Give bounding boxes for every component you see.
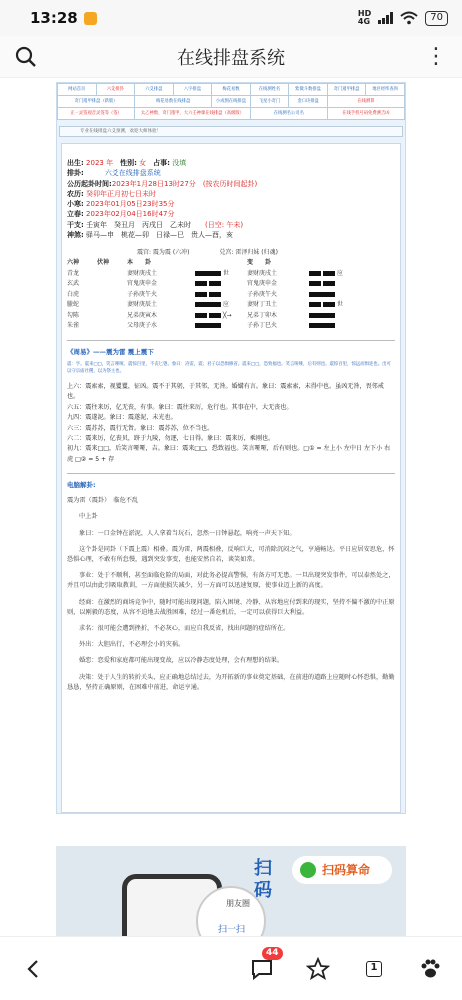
yang-line-icon <box>309 323 335 328</box>
hexagram-header: 六神 伏神 本 卦 变 卦 <box>67 259 272 267</box>
analysis-paragraph: 决策：处于人生的转折关头，应正确地总结过去，为开拓新的事业奠定基础，在前进的道路上应随时心怀恐惧，勤勤恳恳，坚持正确原则，在困难中前进，命运亨通。 <box>67 673 395 691</box>
app-notification-icon <box>84 12 97 25</box>
yao-line: 九四：震遂泥。象曰：震遂泥，未光也。 <box>67 414 177 422</box>
signal-icon <box>378 12 393 24</box>
yao-line: 初九：震来□□，后笑言哑哑，吉。象曰：震来□□，恐致福也。笑言哑哑，后有则也。□① = 左上小 左中日 左下小 右虎 □② = 5 + 存 <box>67 445 391 463</box>
comments-button[interactable] <box>248 948 279 983</box>
analysis-paragraph: 事业：处于不顺利，甚至面临危险的局面，对此务必提高警惕，有备方可无患。一旦出现突发事件，可以泰然处之，并且可以由此引吸取教训，一方面使损失减少，另一方面可以迅速复原，使事业迈上新的高度。 <box>67 572 395 590</box>
nav-link[interactable]: 梅花易数 <box>212 84 251 96</box>
back-icon[interactable] <box>20 955 48 983</box>
nav-link[interactable]: 在线测姓名 <box>250 84 289 96</box>
site-nav <box>57 83 405 120</box>
main-hexagram-name: 震宫: 震为震 (六冲) <box>137 249 190 257</box>
gua-info: 出生: 2023 年 性别: 女 占事: 没填 排卦: 六爻在线排盘系统 公历起卦时间:2023年1月28日13时27分 (按农历时间起卦) 农历: 癸卯年正月初七日未时 小寒: 2023年01月05日23时35分 立春: 2023年02月04日16时47分 干支: 壬寅年 癸丑月 丙戌日 乙未时 (日空: 午未) 神煞: 驿马—申 桃花—卯 日禄—巳 贵人—酉，亥 <box>67 159 258 240</box>
nav-link[interactable]: 奇门遁甲排盘 <box>327 84 366 96</box>
yao-line: 六三：震苏苏，震行无眚。象曰：震苏苏，位不当也。 <box>67 424 214 432</box>
analysis-paragraph: 这个卦是同卦（下震上震）相叠。震为雷，两震相叠，反响巨大，可消除沉闷之气，亨通畅达。平日应居安思危，怀恐惧心理，不敢有所怠慢，遇到突发事变，也能安然自若，谈笑如常。 <box>67 545 395 563</box>
nav-link[interactable]: 在线测算 <box>327 96 404 108</box>
page-title: 在线排盘系统 <box>177 47 285 69</box>
browser-address-bar[interactable] <box>0 36 462 78</box>
bookmark-star-icon[interactable] <box>304 955 332 983</box>
yin-line-icon <box>195 313 221 318</box>
wifi-icon <box>400 11 418 25</box>
changed-hexagram-name: 兑宫: 雷泽归妹 (归魂) <box>219 249 278 257</box>
nav-link[interactable]: 奇门遁甲排盘（新版） <box>58 96 135 108</box>
battery-indicator: 70 <box>425 11 448 26</box>
hexagram-line: 青龙 妻财庚戌土 世 妻财庚戌土 应 <box>67 269 343 277</box>
promo-banner[interactable] <box>56 846 406 936</box>
nav-link[interactable]: 正一灵签观音灵签等（签） <box>58 108 135 120</box>
web-content[interactable] <box>0 78 462 936</box>
promo-scan-big: 扫码 <box>254 858 272 901</box>
nav-link[interactable]: 六爻排卦 <box>96 84 135 96</box>
moving-line-arrow: ╳→ <box>222 311 232 319</box>
nav-link[interactable]: 八字排盘 <box>173 84 212 96</box>
divider <box>67 340 395 341</box>
analysis-title: 电脑解卦: <box>67 481 96 490</box>
yang-line-icon <box>195 302 221 307</box>
analysis-sub: 中上卦 <box>79 513 98 521</box>
analysis-paragraph: 求名：很可能会遭到挫折，不必灰心，而应自我反省，找出问题的症结所在。 <box>79 624 290 632</box>
analysis-paragraph: 象曰：一口金钟在淤泥，人人拿着当玩石，忽然一日钟悬起，响亮一声天下知。 <box>79 529 296 537</box>
banner-image[interactable]: 专业在线排盘六爻预测，欢迎大师体验！ <box>59 126 403 137</box>
divider <box>67 473 395 474</box>
analysis-intro: 震为雷（震卦） 临危不乱 <box>67 497 139 505</box>
nav-row <box>58 84 405 96</box>
nav-link[interactable]: 小成图在线排盘 <box>212 96 251 108</box>
nav-row <box>58 96 405 108</box>
hexagram-line: 白虎 子孙庚午火 子孙庚午火 <box>67 290 395 301</box>
yin-line-icon <box>309 281 335 286</box>
yin-line-icon <box>195 281 221 286</box>
nav-link[interactable]: 金口诀排盘 <box>289 96 328 108</box>
yao-line: 六五：震往来厉，亿无丧，有事。象曰：震往来厉，危行也。其事在中，大无丧也。 <box>67 403 293 411</box>
yang-line-icon <box>309 292 335 297</box>
result-panel <box>61 143 401 813</box>
status-time: 13:28 <box>30 9 78 27</box>
comments-badge: 44 <box>262 947 283 960</box>
status-bar <box>0 0 462 36</box>
nav-row <box>58 108 405 120</box>
nav-link[interactable]: 太乙神数、奇门遁甲、大六壬神课在线排盘（高级版） <box>135 108 251 120</box>
yao-lines <box>67 382 395 465</box>
zhouyi-text: 震：亨。震来□□，笑言哑哑。震惊百里，不丧匕鬯。象曰：洊雷，震；君子以恐惧修省。震来□□，恐致福也。笑言哑哑，后有则也。震惊百里，惊远而惧迩也。出可以守宗庙社稷，以为祭主也。 <box>67 361 391 375</box>
nav-link[interactable]: 地区经纬查询 <box>366 84 405 96</box>
yang-line-icon <box>309 313 335 318</box>
more-menu-icon[interactable]: ⋮ <box>425 43 447 69</box>
hexagram-line: 螣蛇 妻财庚辰土 应 妻财丁丑土 世 <box>67 301 343 309</box>
yin-line-icon <box>195 292 221 297</box>
scan-fortune-button[interactable]: 扫码算命 <box>292 856 392 884</box>
network-type: HD 4G <box>357 9 372 26</box>
hexagram-names <box>67 248 395 258</box>
yang-line-icon <box>195 323 221 328</box>
analysis-paragraph: 婚恋：恋爱和家庭都可能出现变故，应以冷静态度处理，会有理想的结果。 <box>79 657 284 665</box>
yao-line: 六二：震来厉，亿丧贝，跻于九陵，勿逐，七日得。象曰：震来厉，乘刚也。 <box>67 434 275 442</box>
comment-icon <box>250 958 274 980</box>
nav-link[interactable]: 梅花易数在线排盘 <box>135 96 212 108</box>
hexagram-line: 玄武 官鬼庚申金 官鬼庚申金 <box>67 279 395 290</box>
analysis-paragraph: 经商：在激烈的商场竞争中，随时可能出现问题，陷入困境、冷静、从容地应付到来的现实，坚持不偏不激的中正原则，以刚毅的态度，从容不迫地去战胜困难，经过一番危机后，一定可以获得巨大利益。 <box>67 598 395 616</box>
tabs-count: 1 <box>366 961 382 977</box>
promo-scan-label: 扫一扫 <box>218 925 246 935</box>
promo-friends-label: 朋友圈 <box>226 899 250 908</box>
browser-toolbar <box>0 936 462 1000</box>
site-page <box>56 82 406 814</box>
paw-icon[interactable] <box>416 955 444 983</box>
yin-line-icon <box>309 271 335 276</box>
nav-link[interactable]: 网站首页 <box>58 84 97 96</box>
nav-link[interactable]: 在线测名公司名 <box>250 108 327 120</box>
yao-line: 上六：震索索，视矍矍，征凶。震不于其躬，于其邻，无咎。婚媾有言。象曰：震索索，未得中也。虽凶无咎，畏邻戒也。 <box>67 382 384 401</box>
zhouyi-title: 《周易》——震为雷 震上震下 <box>67 347 154 356</box>
nav-link[interactable]: 飞星小奇门 <box>250 96 289 108</box>
yang-line-icon <box>195 271 221 276</box>
nav-link[interactable]: 在线手机号码免费测吉凶 <box>327 108 404 120</box>
hexagram-line: 朱雀 父母庚子水 子孙丁巳火 <box>67 321 395 332</box>
nav-link[interactable]: 六爻排盘 <box>135 84 174 96</box>
yin-line-icon <box>309 302 335 307</box>
hexagram-line: 勾陈 兄弟庚寅木 ╳→ 兄弟丁卯木 <box>67 311 395 322</box>
wechat-icon <box>300 862 316 878</box>
tabs-button[interactable] <box>360 955 388 983</box>
analysis-paragraph: 外出：大胆出行，不必理会小的灾祸。 <box>79 641 185 649</box>
search-icon[interactable] <box>14 45 38 69</box>
nav-link[interactable]: 紫微斗数排盘 <box>289 84 328 96</box>
